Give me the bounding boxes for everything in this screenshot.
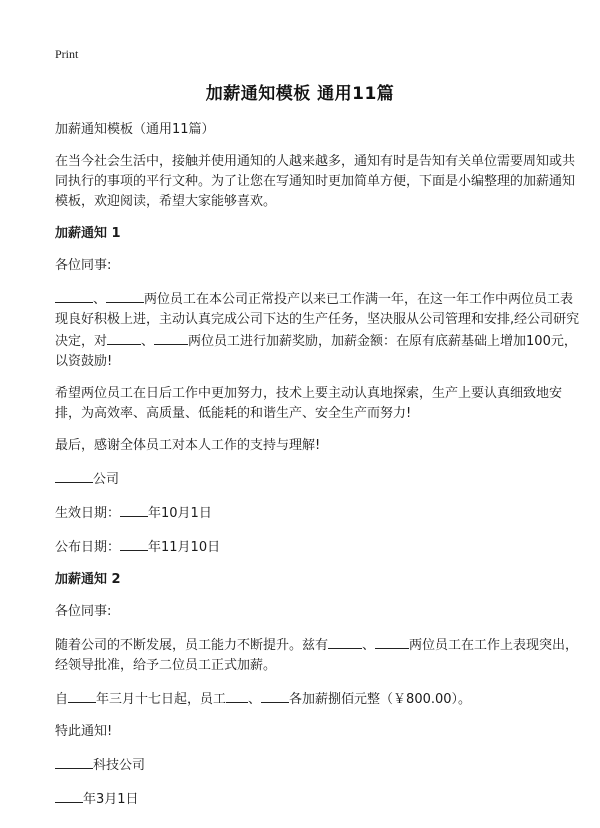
effective-date-value: 年10月1日 [148,506,212,521]
notice-2-paragraph-2 [55,688,580,710]
blank-field [68,688,96,703]
separator: 、 [248,692,262,707]
separator: 、 [93,292,107,307]
blank-field [328,634,362,649]
blank-field [55,288,93,303]
notice-1-effective-date [55,502,580,524]
notice-1-heading: 加薪通知 1 [55,226,121,241]
blank-field [55,788,83,803]
company-name: 公司 [93,472,120,487]
notice-2-date [55,788,580,810]
effective-date-label: 生效日期： [55,506,121,521]
notice-1-greeting: 各位同事: [55,258,112,273]
notice-2-greeting: 各位同事: [55,604,112,619]
blank-field [107,330,141,345]
text-segment: 两位员工在本公司正常投产以来已工作满一年，在这一年工作中两位员工表现良好积极上进，主动认真完成公司下达的生产任务，坚决服从公司管理和安排,经公司研究决定，对 [55,292,580,349]
page-title: 加薪通知模板 通用11篇 [205,84,395,104]
blank-field [261,688,289,703]
publish-date-value: 年11月10日 [148,540,221,555]
document-subtitle: 加薪通知模板（通用11篇） [55,122,215,137]
company-name: 科技公司 [93,758,146,773]
blank-field [106,288,144,303]
blank-field [120,536,148,551]
notice-1-paragraph-1 [55,288,580,372]
date-value: 年3月1日 [83,792,139,807]
print-label[interactable]: Print [55,47,79,61]
text-segment: 随着公司的不断发展，员工能力不断提升。兹有 [55,638,329,653]
notice-1-paragraph-2: 希望两位员工在日后工作中更加努力，技术上要主动认真地探索，生产上要认真细致地安排，为高效率、高质量、低能耗的和谐生产、安全生产而努力! [55,386,563,421]
notice-2-company [55,754,580,776]
blank-field [120,502,148,517]
blank-field [154,330,188,345]
text-segment: 年三月十七日起，员工 [96,692,227,707]
notice-1-company [55,468,580,490]
notice-2-paragraph-3: 特此通知! [55,724,113,739]
blank-field [375,634,409,649]
notice-1-paragraph-3: 最后，感谢全体员工对本人工作的支持与理解! [55,438,321,453]
notice-2-heading: 加薪通知 2 [55,572,121,587]
blank-field [55,754,93,769]
text-segment: 各加薪捌佰元整（￥800.00）。 [289,692,472,707]
intro-paragraph: 在当今社会生活中，接触并使用通知的人越来越多，通知有时是告知有关单位需要周知或共同执行的事项的平行文种。为了让您在写通知时更加简单方便，下面是小编整理的加薪通知模板，欢迎阅读，希望大家能够喜欢。 [55,154,576,209]
blank-field [226,688,248,703]
text-segment: 两位员工在工作上表现突出，经领导批准，给予二位员工正式加薪。 [55,638,579,673]
publish-date-label: 公布日期： [55,540,121,555]
separator: 、 [362,638,376,653]
document-body [55,120,580,822]
text-segment: 自 [55,692,69,707]
notice-1-publish-date [55,536,580,558]
notice-2-paragraph-1 [55,634,580,676]
separator: 、 [141,334,155,349]
blank-field [55,468,93,483]
text-segment: 两位员工进行加薪奖励，加薪金额：在原有底薪基础上增加100元，以资鼓励! [55,334,577,369]
